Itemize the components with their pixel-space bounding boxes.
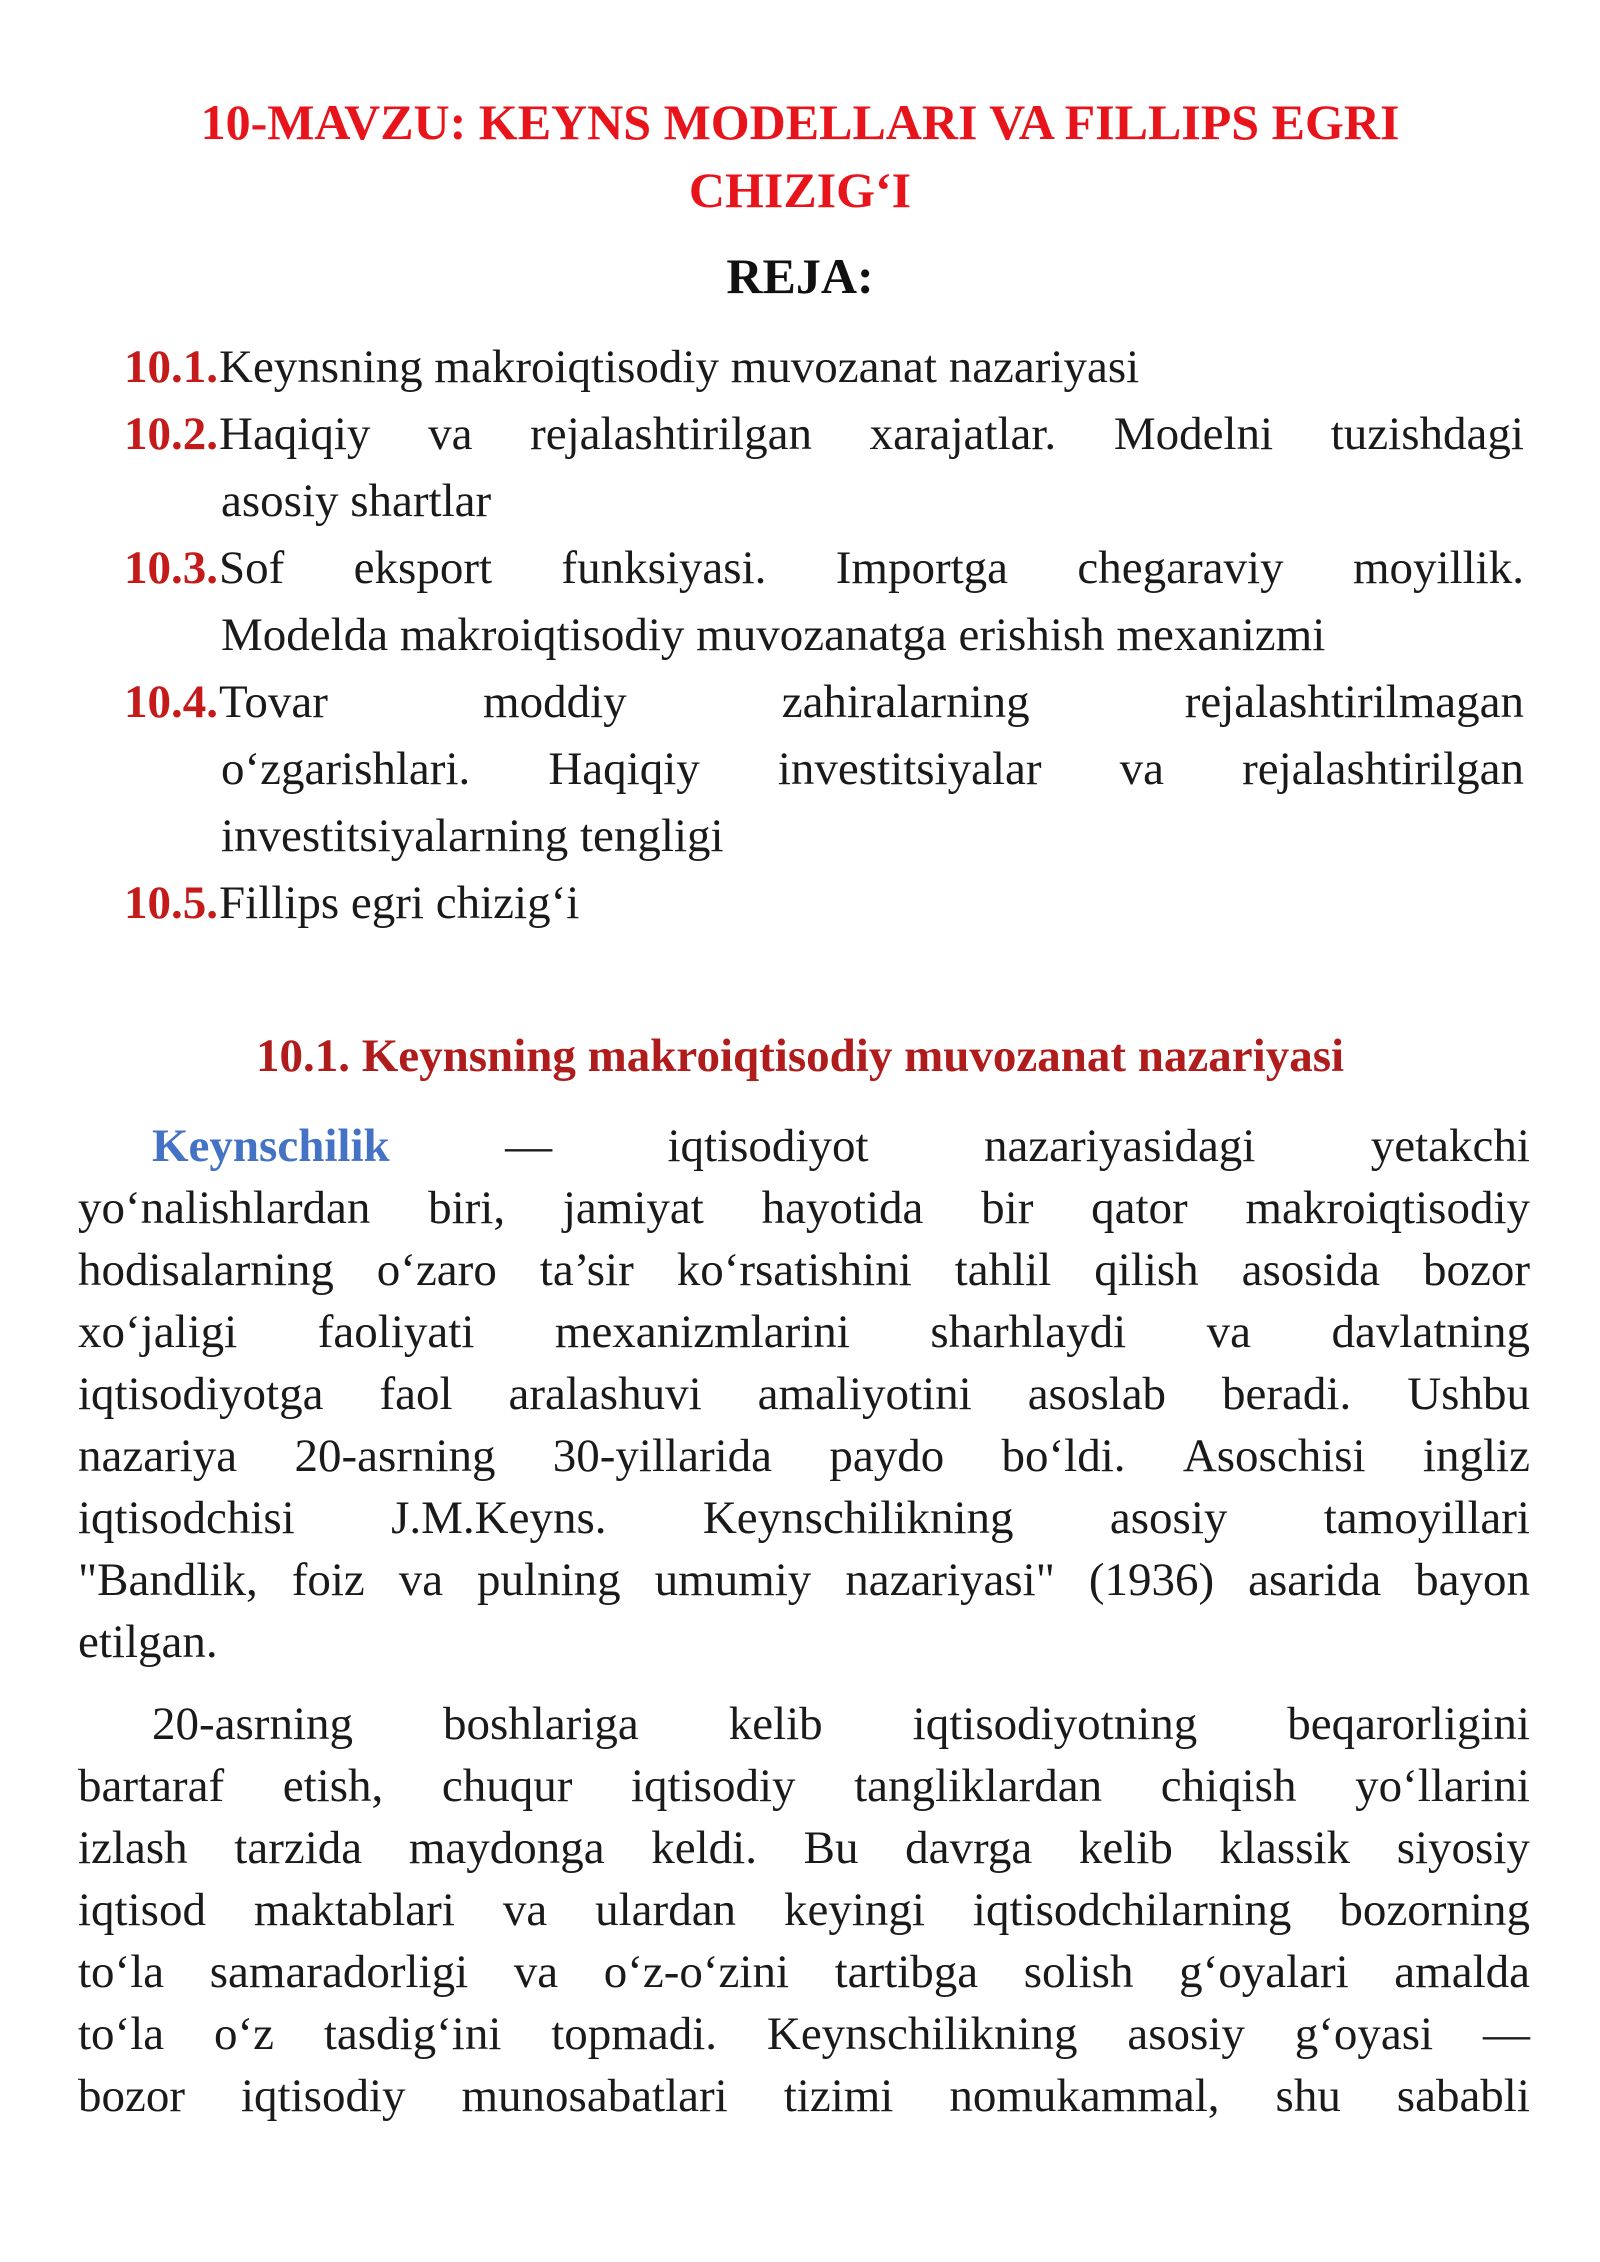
word: iqtisodiy — [630, 1760, 796, 1812]
word: davrga — [905, 1822, 1033, 1874]
word: tamoyillari — [1323, 1492, 1530, 1544]
word: tarzida — [234, 1822, 363, 1874]
paragraph-line — [78, 1425, 1530, 1487]
word: J.M.Keyns. — [391, 1492, 607, 1544]
word: o‘zaro — [376, 1244, 497, 1296]
word: keyingi — [784, 1884, 925, 1936]
word: makroiqtisodiy — [1245, 1182, 1530, 1234]
word: beqarorligini — [1287, 1698, 1530, 1750]
word: va — [398, 1554, 444, 1606]
word: nazariyasi" — [845, 1554, 1055, 1606]
plan-item-text-continued — [221, 736, 1524, 803]
paragraph-line — [78, 1549, 1530, 1611]
word: 20-asrning — [152, 1698, 354, 1750]
word: rejalashtirilgan — [530, 408, 812, 460]
word: xo‘jaligi — [78, 1306, 238, 1358]
word: bir — [981, 1182, 1034, 1234]
word: tangliklardan — [854, 1760, 1103, 1812]
word: biri, — [428, 1182, 506, 1234]
word: Keynschilikning — [702, 1492, 1014, 1544]
plan-item-number: 10.1. — [124, 341, 218, 393]
word: xarajatlar. — [869, 408, 1057, 460]
word: tuzishdagi — [1330, 408, 1524, 460]
word: etish, — [282, 1760, 384, 1812]
section-heading: 10.1. Keynsning makroiqtisodiy muvozanat nazariyasi — [255, 1030, 1345, 1082]
word: amaliyotini — [757, 1368, 972, 1420]
word: munosabatlari — [461, 2070, 728, 2122]
paragraph-line — [78, 2065, 1530, 2127]
word: iqtisodiyot — [667, 1120, 869, 1172]
paragraph-line — [78, 1363, 1530, 1425]
plan-item-text-continued: investitsiyalarning tengligi — [221, 810, 724, 862]
word: izlash — [78, 1822, 188, 1874]
word: g‘oyasi — [1294, 2008, 1434, 2060]
word: Importga — [835, 542, 1009, 594]
word: chegaraviy — [1077, 542, 1284, 594]
plan-item-text: Fillips egri chizig‘i — [219, 877, 580, 929]
word: investitsiyalar — [777, 743, 1042, 795]
word: siyosiy — [1396, 1822, 1530, 1874]
word: to‘la — [78, 2008, 165, 2060]
plan-item-number: 10.3. — [124, 542, 218, 594]
word: ta’sir — [539, 1244, 634, 1296]
word: g‘oyalari — [1179, 1946, 1349, 1998]
plan-item-text — [219, 669, 1524, 736]
word: "Bandlik, — [78, 1554, 258, 1606]
word: foiz — [291, 1554, 365, 1606]
word: keldi. — [651, 1822, 757, 1874]
word: chiqish — [1160, 1760, 1297, 1812]
word: Haqiqiy — [219, 408, 371, 460]
word: bozor — [78, 2070, 186, 2122]
word: funksiyasi. — [561, 542, 767, 594]
plan-item-text — [219, 535, 1524, 602]
word: tasdig‘ini — [323, 2008, 502, 2060]
paragraph-line — [78, 1755, 1530, 1817]
word: shu — [1275, 2070, 1341, 2122]
word: hayotida — [761, 1182, 924, 1234]
word: zahiralarning — [781, 676, 1030, 728]
word: solish — [1023, 1946, 1134, 1998]
word: (1936) — [1088, 1554, 1215, 1606]
word: va — [428, 408, 473, 460]
word: nomukammal, — [949, 2070, 1220, 2122]
word: iqtisodiyotning — [912, 1698, 1198, 1750]
word: yo‘nalishlardan — [78, 1182, 371, 1234]
word: boshlariga — [442, 1698, 639, 1750]
word: paydo — [829, 1430, 945, 1482]
plan-item-text: Keynsning makroiqtisodiy muvozanat nazariyasi — [219, 341, 1140, 393]
word: kelib — [1078, 1822, 1173, 1874]
word: bayon — [1415, 1554, 1530, 1606]
plan-item-number: 10.2. — [124, 408, 218, 460]
paragraph-line — [78, 1879, 1530, 1941]
paragraph-line — [78, 1177, 1530, 1239]
word: kelib — [728, 1698, 823, 1750]
word: iqtisodchisi — [78, 1492, 295, 1544]
word: Keynschilikning — [766, 2008, 1078, 2060]
plan-item-text-continued: Modelda makroiqtisodiy muvozanatga erishish mexanizmi — [221, 609, 1326, 661]
word: 30-yillarida — [552, 1430, 773, 1482]
paragraph-line — [78, 1817, 1530, 1879]
topic-title-line-1: 10-MAVZU: KEYNS MODELLARI VA FILLIPS EGRI — [200, 94, 1400, 150]
word: Asoschisi — [1182, 1430, 1366, 1482]
word: Modelni — [1113, 408, 1274, 460]
word: aralashuvi — [508, 1368, 702, 1420]
paragraph-line — [78, 1941, 1530, 2003]
paragraph-line — [78, 2003, 1530, 2065]
word: va — [1119, 743, 1165, 795]
word: klassik — [1219, 1822, 1351, 1874]
paragraph-line — [78, 1487, 1530, 1549]
word: bartaraf — [78, 1760, 225, 1812]
paragraph-line — [78, 1301, 1530, 1363]
word: qator — [1091, 1182, 1188, 1234]
word: to‘la — [78, 1946, 165, 1998]
word: nazariya — [78, 1430, 238, 1482]
paragraph-line — [152, 1693, 1530, 1755]
word: va — [1206, 1306, 1252, 1358]
word: va — [513, 1946, 559, 1998]
word: rejalashtirilgan — [1242, 743, 1524, 795]
word: Sof — [219, 542, 285, 594]
word: yo‘llarini — [1355, 1760, 1530, 1812]
word: Ushbu — [1407, 1368, 1530, 1420]
word: asosida — [1241, 1244, 1380, 1296]
word: beradi. — [1222, 1368, 1352, 1420]
word: topmadi. — [551, 2008, 718, 2060]
word: — — [505, 1120, 553, 1172]
word: maydonga — [408, 1822, 605, 1874]
word: faoliyati — [317, 1306, 475, 1358]
paragraph-line — [78, 1239, 1530, 1301]
topic-title-line-2: CHIZIG‘I — [688, 162, 912, 218]
word: rejalashtirilmagan — [1184, 676, 1524, 728]
word: bozorning — [1339, 1884, 1530, 1936]
word: va — [502, 1884, 548, 1936]
word: — — [1482, 2008, 1530, 2060]
word: Bu — [803, 1822, 859, 1874]
word: Haqiqiy — [548, 743, 700, 795]
word: faol — [379, 1368, 453, 1420]
word: moddiy — [483, 676, 627, 728]
word: tartibga — [834, 1946, 979, 1998]
word: umumiy — [654, 1554, 812, 1606]
word: ulardan — [595, 1884, 737, 1936]
word: o‘zgarishlari. — [221, 743, 471, 795]
word: ingliz — [1422, 1430, 1530, 1482]
keyword-highlight: Keynschilik — [152, 1120, 390, 1172]
word: iqtisod — [78, 1884, 206, 1936]
word: moyillik. — [1352, 542, 1524, 594]
word: asarida — [1248, 1554, 1382, 1606]
word: amalda — [1394, 1946, 1530, 1998]
plan-heading: REJA: — [726, 248, 874, 304]
plan-item-number: 10.4. — [124, 676, 218, 728]
word: 20-asrning — [294, 1430, 496, 1482]
word: Tovar — [219, 676, 328, 728]
word: o‘z-o‘zini — [603, 1946, 790, 1998]
word: yetakchi — [1370, 1120, 1530, 1172]
word: iqtisodiy — [240, 2070, 406, 2122]
word: mexanizmlarini — [554, 1306, 850, 1358]
word: iqtisodchilarning — [972, 1884, 1292, 1936]
plan-item-number: 10.5. — [124, 877, 218, 929]
word: asoslab — [1027, 1368, 1167, 1420]
word: nazariyasidagi — [983, 1120, 1256, 1172]
word: eksport — [353, 542, 493, 594]
plan-item-text-continued: asosiy shartlar — [221, 475, 492, 527]
word: tahlil — [954, 1244, 1052, 1296]
word: iqtisodiyotga — [78, 1368, 324, 1420]
word: qilish — [1094, 1244, 1199, 1296]
word: tizimi — [783, 2070, 894, 2122]
paragraph-line — [152, 1115, 1530, 1177]
word: maktablari — [253, 1884, 455, 1936]
word: o‘z — [213, 2008, 274, 2060]
word: ko‘rsatishini — [676, 1244, 912, 1296]
word: sababli — [1396, 2070, 1530, 2122]
word: pulning — [477, 1554, 621, 1606]
word: chuqur — [441, 1760, 573, 1812]
word: sharhlaydi — [930, 1306, 1127, 1358]
word: bozor — [1422, 1244, 1530, 1296]
plan-item-text — [219, 401, 1524, 468]
word: davlatning — [1331, 1306, 1530, 1358]
word: samaradorligi — [209, 1946, 469, 1998]
word: asosiy — [1109, 1492, 1228, 1544]
paragraph-line: etilgan. — [78, 1616, 218, 1668]
word: asosiy — [1127, 2008, 1245, 2060]
word: hodisalarning — [78, 1244, 334, 1296]
word: jamiyat — [562, 1182, 704, 1234]
word: bo‘ldi. — [1001, 1430, 1126, 1482]
